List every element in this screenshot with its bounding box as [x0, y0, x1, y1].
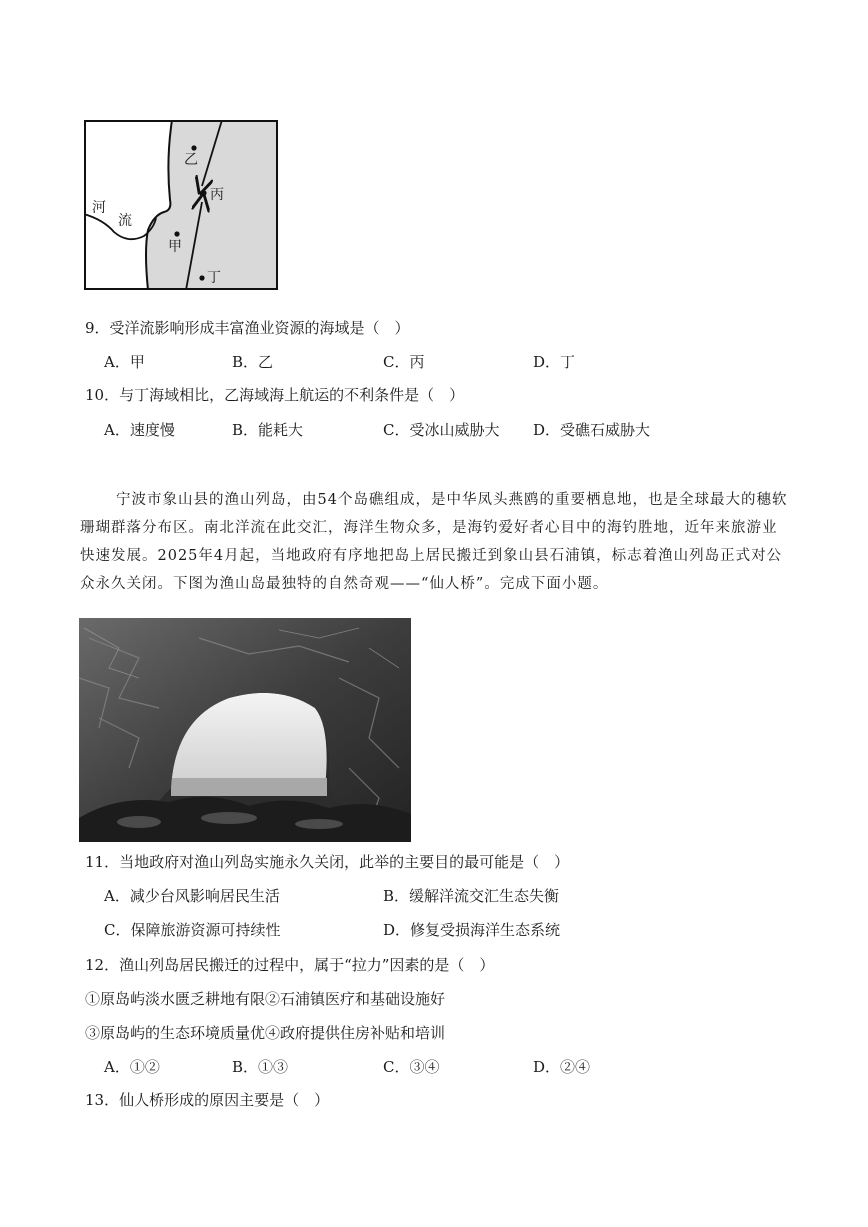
- q12-option-a[interactable]: A．①②: [104, 1058, 160, 1076]
- reading-passage: [80, 486, 792, 598]
- q12-item-line-2: ③原岛屿的生态环境质量优④政府提供住房补贴和培训: [85, 1024, 446, 1042]
- map-label-ding: 丁: [207, 270, 221, 286]
- map-label-bing: 丙: [210, 187, 224, 203]
- map-label-river-1: 河: [92, 200, 106, 216]
- q10-option-b[interactable]: B．能耗大: [232, 421, 304, 439]
- q11-option-a[interactable]: A．减少台风影响居民生活: [104, 887, 280, 905]
- question-10-stem: 10．与丁海域相比，乙海域海上航运的不利条件是（ ）: [85, 386, 465, 404]
- q11-option-b[interactable]: B．缓解洋流交汇生态失衡: [383, 887, 560, 905]
- passage-text: 宁波市象山县的渔山列岛，由54个岛礁组成，是中华凤头燕鸥的重要栖息地，也是全球最大的穗软珊瑚群落分布区。南北洋流在此交汇，海洋生物众多，是海钓爱好者心目中的海钓胜地，近年来旅游业快速发展。2025年4月起，当地政府有序地把岛上居民搬迁到象山县石浦镇，标志着渔山列岛正式对公众永久关闭。下图为渔山岛最独特的自然奇观——“仙人桥”。完成下面小题。: [80, 492, 788, 592]
- point-ding: [199, 275, 204, 280]
- question-11-stem: 11．当地政府对渔山列岛实施永久关闭，此举的主要目的最可能是（ ）: [85, 853, 570, 871]
- q9-option-c[interactable]: C．丙: [383, 353, 425, 371]
- q9-option-a[interactable]: A．甲: [104, 353, 145, 371]
- q9-option-b[interactable]: B．乙: [232, 353, 274, 371]
- map-label-jia: 甲: [168, 239, 182, 255]
- point-bing: [201, 190, 206, 195]
- q10-option-d[interactable]: D．受礁石威胁大: [533, 421, 651, 439]
- q12-option-d[interactable]: D．②④: [533, 1058, 591, 1076]
- q12-option-b[interactable]: B．①③: [232, 1058, 289, 1076]
- map-label-yi: 乙: [184, 152, 198, 168]
- question-13-stem: 13．仙人桥形成的原因主要是（ ）: [85, 1091, 330, 1109]
- point-yi: [191, 145, 196, 150]
- question-9-stem: 9．受洋流影响形成丰富渔业资源的海域是（ ）: [85, 319, 410, 337]
- q10-option-a[interactable]: A．速度慢: [104, 421, 175, 439]
- q11-option-c[interactable]: C．保障旅游资源可持续性: [104, 921, 281, 939]
- map-label-river-2: 流: [118, 213, 132, 229]
- question-12-stem: 12．渔山列岛居民搬迁的过程中，属于“拉力”因素的是（ ）: [85, 956, 495, 974]
- q9-option-d[interactable]: D．丁: [533, 353, 576, 371]
- sea-horizon: [171, 778, 327, 796]
- sea-area: [146, 120, 278, 290]
- q12-item-line-1: ①原岛屿淡水匮乏耕地有限②石浦镇医疗和基础设施好: [85, 990, 446, 1008]
- q10-option-c[interactable]: C．受冰山威胁大: [383, 421, 500, 439]
- sea-arch-photo: [79, 618, 411, 842]
- q11-option-d[interactable]: D．修复受损海洋生态系统: [383, 921, 561, 939]
- point-jia: [174, 231, 179, 236]
- ocean-current-map: [84, 120, 278, 290]
- q12-option-c[interactable]: C．③④: [383, 1058, 440, 1076]
